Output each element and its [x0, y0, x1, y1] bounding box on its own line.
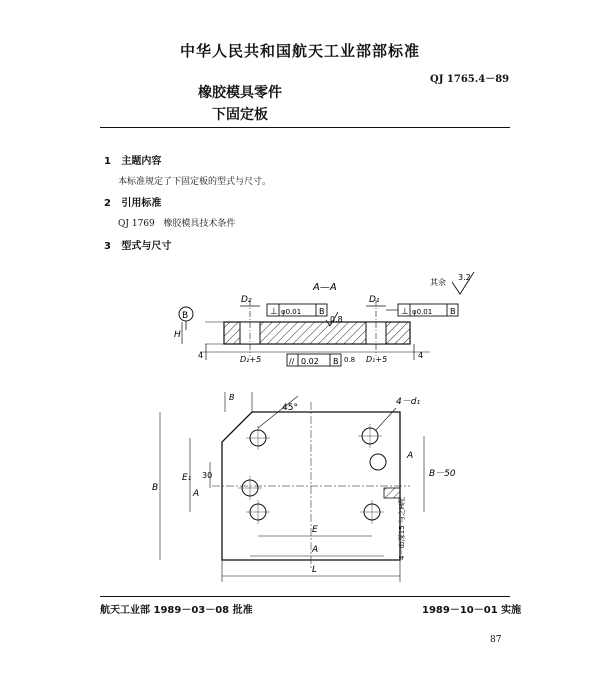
tolerance-datum: B [450, 307, 456, 316]
plan-view [212, 402, 410, 570]
dim-E-label: E [312, 525, 318, 535]
section-number: 2 [104, 198, 111, 209]
tolerance-frame-right [398, 304, 458, 317]
side-hole-detail [384, 488, 400, 498]
dim-B-minus-50-label: B－50 [429, 469, 456, 479]
tolerance-value: φ0.01 [281, 308, 302, 316]
dim-h-label: H [174, 330, 181, 340]
section-number: 3 [104, 241, 111, 252]
dim-d1-plus5: D₁+5 [366, 355, 388, 364]
standard-code: QJ 1765.4－89 [430, 74, 510, 85]
section-view-label: A—A [313, 282, 337, 293]
surface-roughness-value: 0.8 [330, 315, 343, 324]
dim-b-small-label: B [229, 393, 235, 402]
section-mark-a-top: A [407, 451, 414, 461]
section-mark-a-bottom: A [193, 489, 200, 499]
section-title: 型式与尺寸 [121, 241, 172, 252]
dim-d1-label: D₁ [369, 295, 380, 305]
parallelism-icon: // [289, 357, 295, 366]
document-title-line1: 橡胶模具零件 [198, 85, 282, 101]
holes-count-label: 4－d₁ [396, 397, 421, 407]
side-hole-note: 4－d₂深15 与之H配 [398, 496, 406, 560]
datum-b-label: B [182, 311, 189, 321]
section-number: 1 [104, 156, 111, 167]
standard-organization-header: 中华人民共和国航天工业部部标准 [179, 42, 420, 60]
tolerance-frame-left [267, 304, 327, 317]
section-title: 引用标准 [121, 198, 162, 209]
parallelism-frame [287, 354, 341, 366]
surface-finish-rest-label: 其余 [430, 278, 446, 287]
footer-divider [100, 596, 510, 597]
reference-code: QJ 1769 [118, 219, 155, 229]
dim-d2-label: D₂ [241, 295, 252, 305]
chamfer-angle-label: 45° [282, 403, 298, 413]
dim-4-label-right: 4 [418, 351, 424, 360]
approval-date: 航天工业部 1989－03－08 批准 [100, 605, 253, 616]
tolerance-value: φ0.01 [412, 308, 433, 316]
parallelism-value: 0.02 [301, 357, 319, 366]
dim-d2-plus5: D₂+5 [240, 355, 262, 364]
tolerance-datum: B [319, 307, 325, 316]
dim-L-label: L [312, 565, 318, 575]
reference-title: 橡胶模具技术条件 [163, 219, 236, 229]
dim-B-label: B [152, 483, 159, 493]
section-1-text: 本标准规定了下固定板的型式与尺寸。 [118, 177, 272, 187]
section-title: 主题内容 [121, 156, 162, 167]
dim-4-label: 4 [198, 351, 204, 360]
surface-finish-value: 3.2 [458, 273, 471, 282]
hole-right-mid [370, 454, 386, 470]
dim-A-label: A [312, 545, 319, 555]
perpendicularity-icon: ⊥ [270, 307, 278, 317]
document-title-line2: 下固定板 [212, 107, 268, 123]
parallelism-datum: B [333, 357, 339, 366]
perpendicularity-icon: ⊥ [401, 307, 409, 317]
page-number: 87 [490, 635, 502, 645]
implementation-date: 1989－10－01 实施 [422, 605, 522, 616]
dim-30-label: 30 [202, 471, 213, 480]
bottom-roughness-value: 0.8 [344, 356, 356, 364]
dim-E1-label: E₁ [182, 473, 192, 483]
